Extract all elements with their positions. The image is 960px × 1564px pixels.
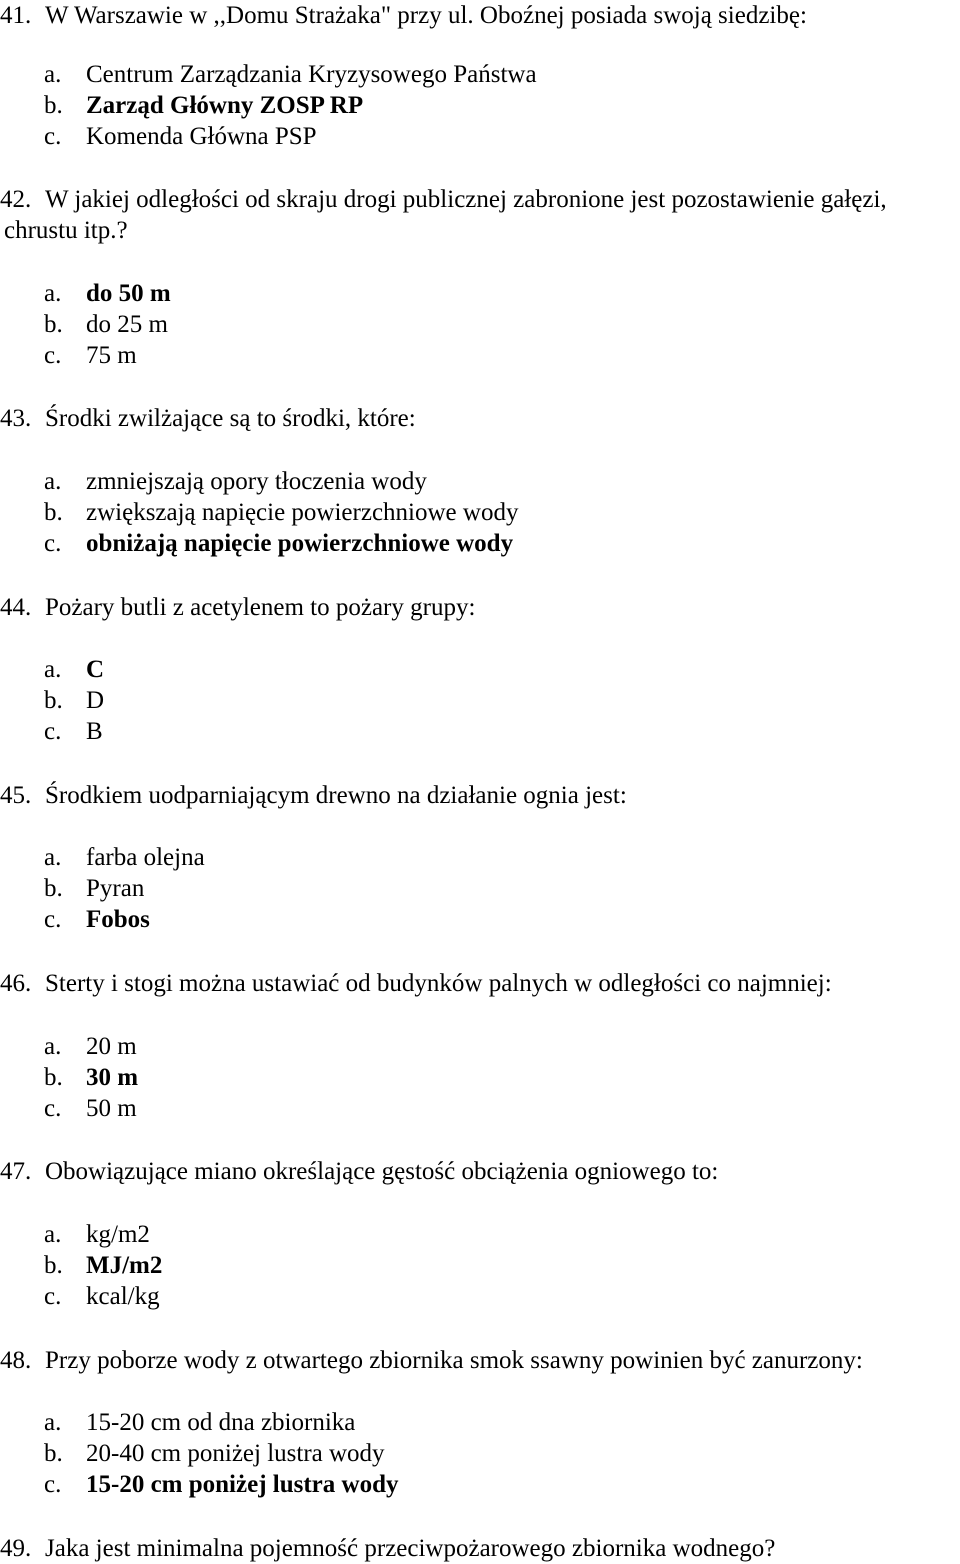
option-text: 50 m <box>86 1095 137 1122</box>
option-text: Centrum Zarządzania Kryzysowego Państwa <box>86 61 537 88</box>
question-43-line <box>0 403 960 434</box>
option-48-c <box>44 1469 398 1500</box>
option-letter: a. <box>44 1409 62 1436</box>
option-text: 20-40 cm poniżej lustra wody <box>86 1440 385 1467</box>
option-letter: b. <box>44 311 63 338</box>
option-43-a <box>44 466 518 497</box>
option-44-a <box>44 654 104 685</box>
option-text: kcal/kg <box>86 1283 160 1310</box>
question-45-text: Środkiem uodparniającym drewno na działanie ognia jest: <box>45 782 627 809</box>
option-letter: a. <box>44 656 62 683</box>
option-text: MJ/m2 <box>86 1252 163 1279</box>
option-41-c <box>44 121 537 152</box>
option-47-a <box>44 1219 162 1250</box>
option-48-b <box>44 1438 398 1469</box>
question-43-text: Środki zwilżające są to środki, które: <box>45 405 416 432</box>
option-letter: b. <box>44 1440 63 1467</box>
question-44-options <box>44 654 104 747</box>
option-letter: a. <box>44 280 62 307</box>
option-41-a <box>44 59 537 90</box>
option-42-a <box>44 278 171 309</box>
option-text: farba olejna <box>86 844 205 871</box>
option-letter: b. <box>44 687 63 714</box>
option-text: 20 m <box>86 1033 137 1060</box>
question-47-text: Obowiązujące miano określające gęstość obciążenia ogniowego to: <box>45 1158 719 1185</box>
option-letter: c. <box>44 906 62 933</box>
option-45-a <box>44 842 205 873</box>
option-text: Komenda Główna PSP <box>86 123 317 150</box>
option-text: Fobos <box>86 906 150 933</box>
question-44-number: 44. <box>0 594 32 621</box>
option-letter: c. <box>44 123 62 150</box>
option-43-c <box>44 528 518 559</box>
option-letter: a. <box>44 1221 62 1248</box>
option-45-c <box>44 904 205 935</box>
question-43 <box>0 403 960 434</box>
question-47 <box>0 1156 960 1187</box>
question-42-text-line1: W jakiej odległości od skraju drogi publicznej zabronione jest pozostawienie gałęzi, <box>45 186 887 213</box>
question-48-options <box>44 1407 398 1500</box>
question-44 <box>0 592 960 623</box>
question-47-number: 47. <box>0 1158 32 1185</box>
option-text: D <box>86 687 105 714</box>
question-48-number: 48. <box>0 1347 32 1374</box>
option-text: kg/m2 <box>86 1221 150 1248</box>
option-46-b <box>44 1062 138 1093</box>
question-42-text-line2: chrustu itp.? <box>4 217 128 244</box>
question-41-options <box>44 59 537 152</box>
option-text: do 25 m <box>86 311 168 338</box>
option-46-c <box>44 1093 138 1124</box>
option-letter: b. <box>44 875 63 902</box>
option-text: 15-20 cm poniżej lustra wody <box>86 1471 399 1498</box>
question-41-line <box>0 0 960 31</box>
option-text: zwiększają napięcie powierzchniowe wody <box>86 499 519 526</box>
option-46-a <box>44 1031 138 1062</box>
option-42-c <box>44 340 171 371</box>
option-letter: a. <box>44 1033 62 1060</box>
option-text: Pyran <box>86 875 145 902</box>
option-text: obniżają napięcie powierzchniowe wody <box>86 530 514 557</box>
question-44-line <box>0 592 960 623</box>
option-text: zmniejszają opory tłoczenia wody <box>86 468 427 495</box>
option-48-a <box>44 1407 398 1438</box>
question-42-number: 42. <box>0 186 32 213</box>
option-letter: c. <box>44 718 62 745</box>
question-46-options <box>44 1031 138 1124</box>
question-45-line <box>0 780 960 811</box>
option-letter: a. <box>44 844 62 871</box>
option-44-b <box>44 685 104 716</box>
question-45-number: 45. <box>0 782 32 809</box>
question-49-line <box>0 1533 960 1564</box>
question-48 <box>0 1345 960 1376</box>
question-46-text: Sterty i stogi można ustawiać od budynków palnych w odległości co najmniej: <box>45 970 832 997</box>
option-letter: b. <box>44 1064 63 1091</box>
option-letter: c. <box>44 342 62 369</box>
question-46 <box>0 968 960 999</box>
question-41-number: 41. <box>0 2 32 29</box>
question-42-options <box>44 278 171 371</box>
question-49 <box>0 1533 960 1564</box>
option-text: 30 m <box>86 1064 139 1091</box>
question-43-number: 43. <box>0 405 32 432</box>
option-letter: a. <box>44 468 62 495</box>
question-41-text: W Warszawie w ,,Domu Strażaka" przy ul. Oboźnej posiada swoją siedzibę: <box>45 2 807 29</box>
option-text: 15-20 cm od dna zbiornika <box>86 1409 356 1436</box>
question-43-options <box>44 466 518 559</box>
option-letter: b. <box>44 1252 63 1279</box>
option-letter: a. <box>44 61 62 88</box>
question-48-text: Przy poborze wody z otwartego zbiornika smok ssawny powinien być zanurzony: <box>45 1347 863 1374</box>
question-46-line <box>0 968 960 999</box>
option-41-b <box>44 90 537 121</box>
question-41 <box>0 0 960 31</box>
option-letter: c. <box>44 530 62 557</box>
question-49-text: Jaka jest minimalna pojemność przeciwpożarowego zbiornika wodnego? <box>45 1535 776 1562</box>
option-letter: b. <box>44 92 63 119</box>
question-47-line <box>0 1156 960 1187</box>
option-letter: c. <box>44 1283 62 1310</box>
option-text: do 50 m <box>86 280 171 307</box>
option-text: Zarząd Główny ZOSP RP <box>86 92 364 119</box>
question-44-text: Pożary butli z acetylenem to pożary grupy: <box>45 594 476 621</box>
option-44-c <box>44 716 104 747</box>
option-47-c <box>44 1281 162 1312</box>
question-45-options <box>44 842 205 935</box>
question-48-line <box>0 1345 960 1376</box>
option-text: C <box>86 656 105 683</box>
question-49-number: 49. <box>0 1535 32 1562</box>
option-45-b <box>44 873 205 904</box>
option-42-b <box>44 309 171 340</box>
option-47-b <box>44 1250 162 1281</box>
option-text: 75 m <box>86 342 137 369</box>
option-text: B <box>86 718 103 745</box>
option-letter: c. <box>44 1095 62 1122</box>
question-46-number: 46. <box>0 970 32 997</box>
question-47-options <box>44 1219 162 1312</box>
question-42-line <box>0 184 960 215</box>
option-letter: c. <box>44 1471 62 1498</box>
question-42 <box>0 184 960 246</box>
question-45 <box>0 780 960 811</box>
option-43-b <box>44 497 518 528</box>
option-letter: b. <box>44 499 63 526</box>
